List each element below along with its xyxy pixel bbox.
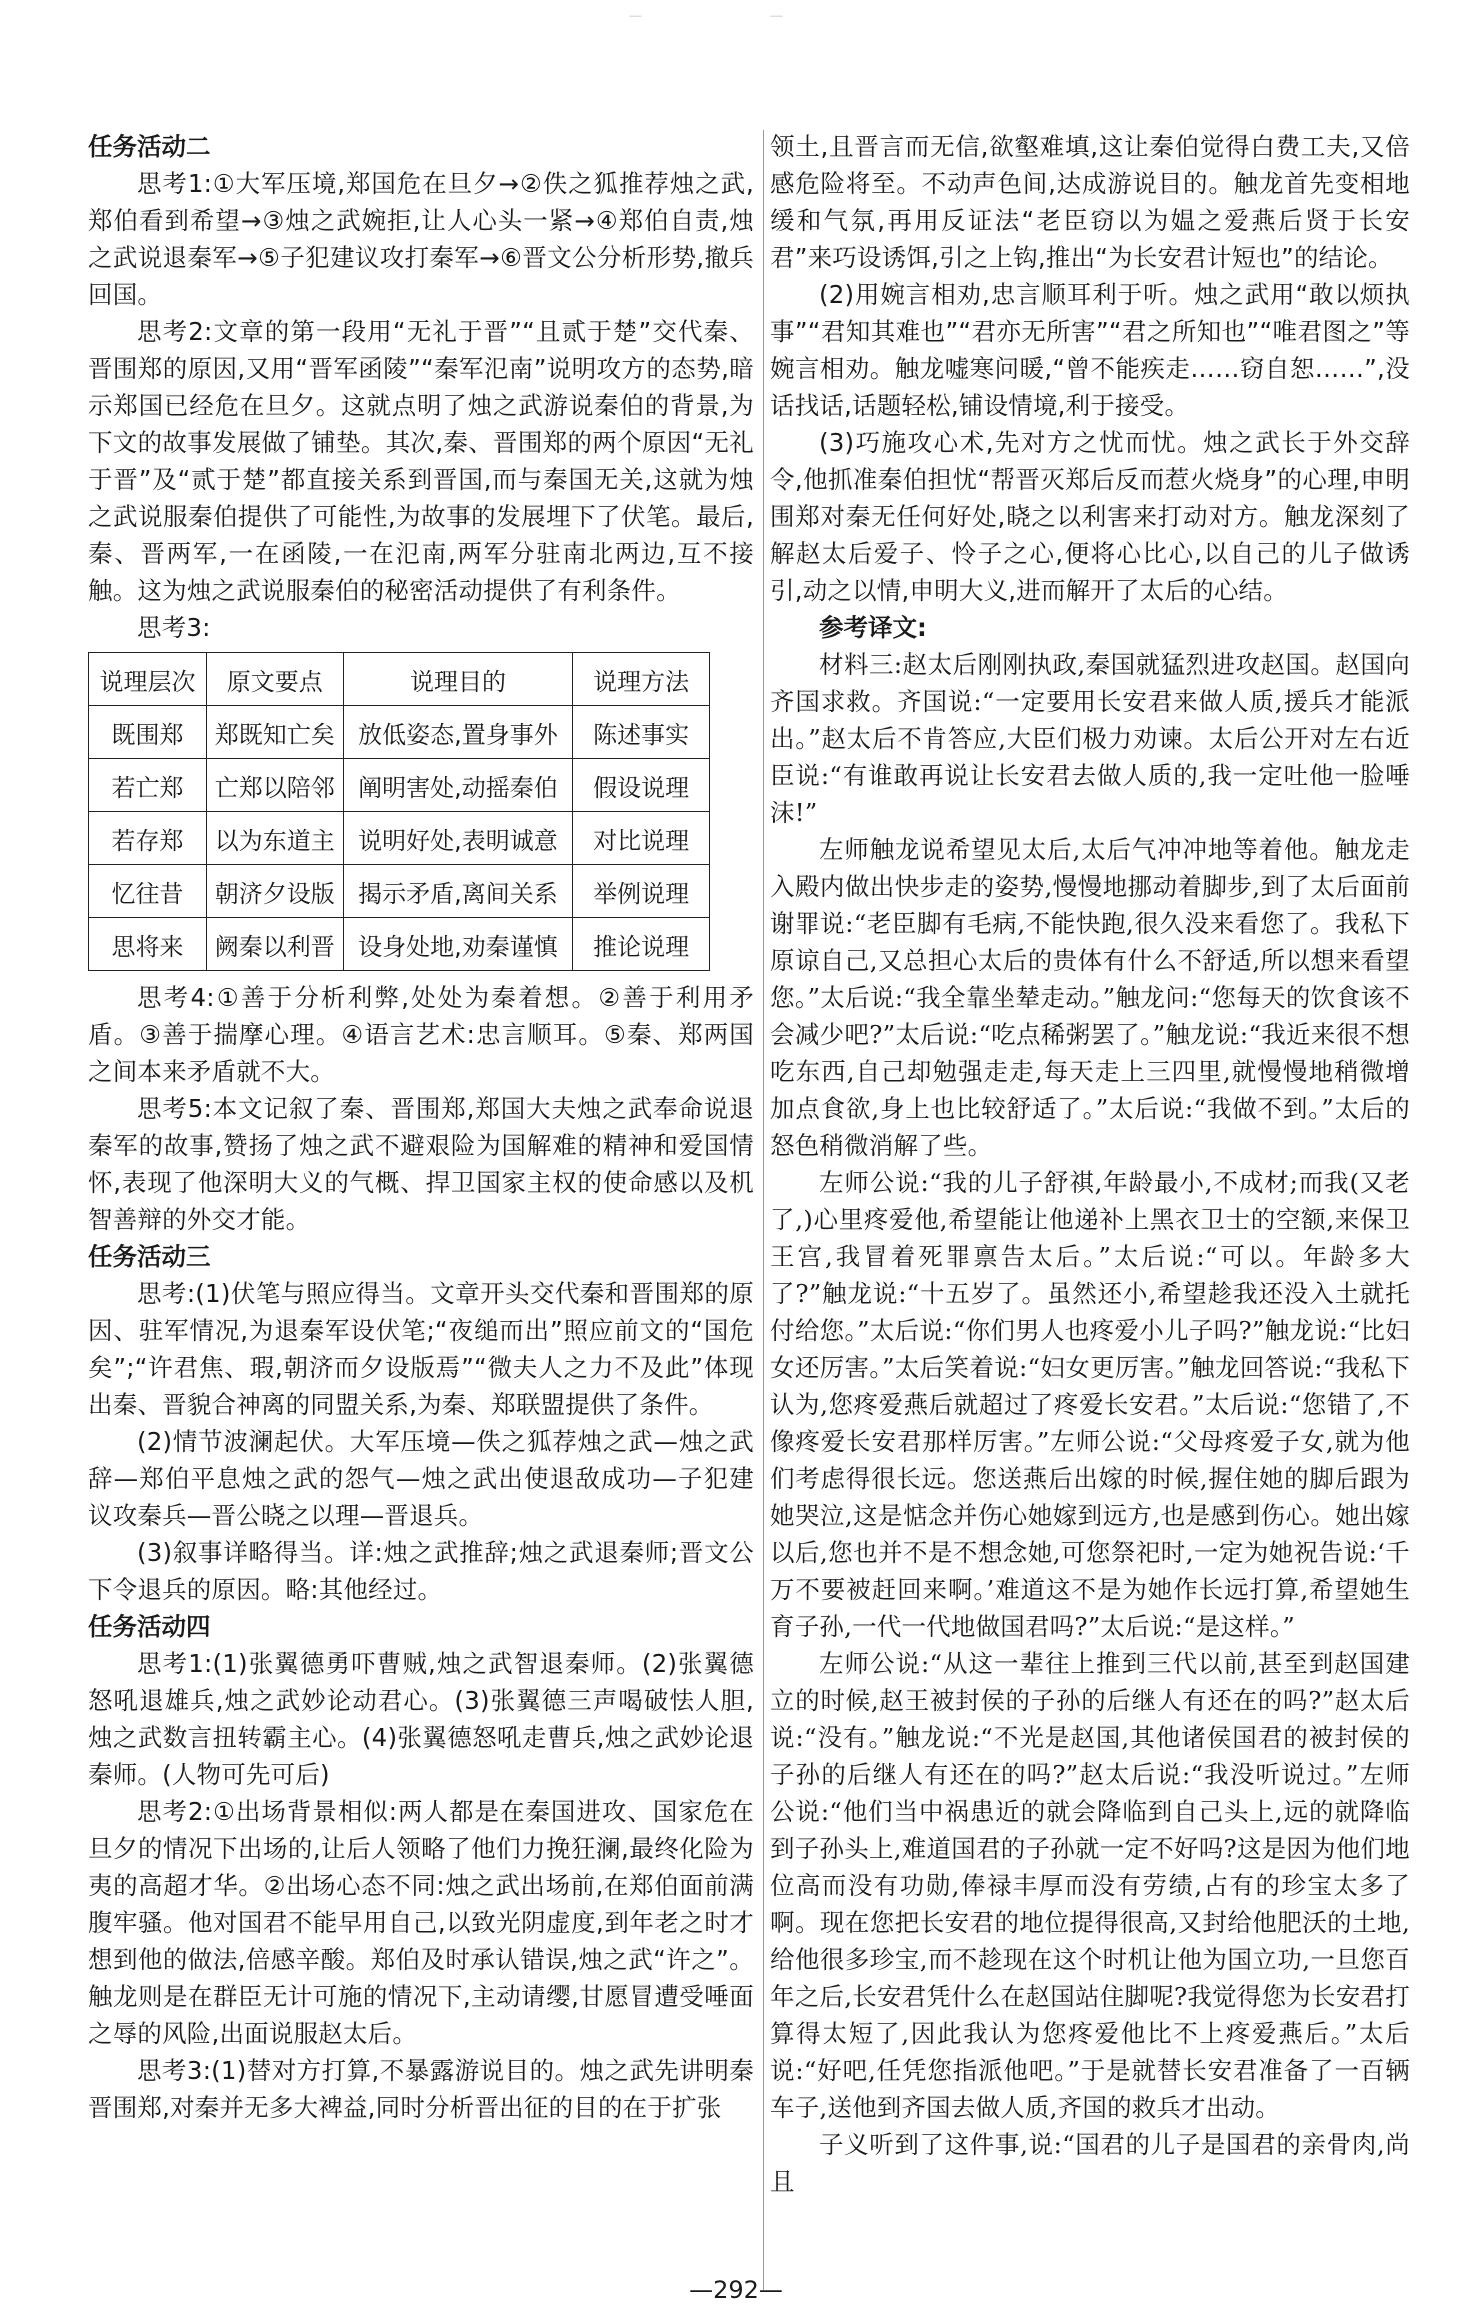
left-column xyxy=(88,128,754,2126)
top-marks: － － xyxy=(627,7,845,26)
translation-paragraph: 左师触龙说希望见太后,太后气冲冲地等着他。触龙走入殿内做出快步走的姿势,慢慢地挪动着脚步,到了太后面前谢罪说:“老臣脚有毛病,不能快跑,很久没来看您了。我私下原谅自己,又总担心太后的贵体有什么不舒适,所以想来看望您。”太后说:“我全靠坐辇走动。”触龙问:“您每天的饮食该不会减少吧?”太后说:“吃点稀粥罢了。”触龙说:“我近来很不想吃东西,自己却勉强走走,每天走上三四里,就慢慢地稍微增加点食欲,身上也比较舒适了。”太后说:“我做不到。”太后的怒色稍微消解了些。 xyxy=(770,835,1410,1160)
table-cell: 阐明害处,动摇秦伯 xyxy=(343,759,573,812)
table-row xyxy=(89,759,710,812)
paragraph: 思考1:①大军压境,郑国危在旦夕→②佚之狐推荐烛之武,郑伯看到希望→③烛之武婉拒,让人心头一紧→④郑伯自责,烛之武说退秦军→⑤子犯建议攻打秦军→⑥晋文公分析形势,撤兵回国。 xyxy=(88,169,754,309)
table-cell: 对比说理 xyxy=(573,812,710,865)
translation-heading: 参考译文: xyxy=(819,613,927,642)
table-row xyxy=(89,706,710,759)
translation-paragraph: 材料三:赵太后刚刚执政,秦国就猛烈进攻赵国。赵国向齐国求救。齐国说:“一定要用长安君来做人质,援兵才能派出。”赵太后不肯答应,大臣们极力劝谏。太后公开对左右近臣说:“有谁敢再说让长安君去做人质的,我一定吐他一脸唾沫!” xyxy=(770,650,1410,827)
table-cell: 放低姿态,置身事外 xyxy=(343,706,573,759)
reasoning-table xyxy=(88,652,710,971)
table-cell: 若亡郑 xyxy=(89,759,207,812)
paragraph: 思考2:文章的第一段用“无礼于晋”“且贰于楚”交代秦、晋围郑的原因,又用“晋军函陵”“秦军氾南”说明攻方的态势,暗示郑国已经危在旦夕。这就点明了烛之武游说秦伯的背景,为下文的故事发展做了铺垫。其次,秦、晋围郑的两个原因“无礼于晋”及“贰于楚”都直接关系到晋国,而与秦国无关,这就为烛之武说服秦伯提供了可能性,为故事的发展埋下了伏笔。最后,秦、晋两军,一在函陵,一在氾南,两军分驻南北两边,互不接触。这为烛之武说服秦伯的秘密活动提供了有利条件。 xyxy=(88,317,754,605)
table-cell: 阙秦以利晋 xyxy=(206,918,343,971)
table-cell: 假设说理 xyxy=(573,759,710,812)
section-heading-activity-3: 任务活动三 xyxy=(88,1242,211,1271)
paragraph: (3)叙事详略得当。详:烛之武推辞;烛之武退秦师;晋文公下令退兵的原因。略:其他经过。 xyxy=(88,1538,754,1604)
paragraph: 思考4:①善于分析利弊,处处为秦着想。②善于利用矛盾。③善于揣摩心理。④语言艺术:忠言顺耳。⑤秦、郑两国之间本来矛盾就不大。 xyxy=(88,983,754,1086)
paragraph: (2)情节波澜起伏。大军压境—佚之狐荐烛之武—烛之武辞—郑伯平息烛之武的怨气—烛之武出使退敌成功—子犯建议攻秦兵—晋公晓之以理—晋退兵。 xyxy=(88,1427,754,1530)
table-header-cell: 说理目的 xyxy=(343,653,573,706)
paragraph: (2)用婉言相劝,忠言顺耳利于听。烛之武用“敢以烦执事”“君知其难也”“君亦无所害”“君之所知也”“唯君图之”等婉言相劝。触龙嘘寒问暖,“曾不能疾走……窃自恕……”,没话找话,话题轻松,铺设情境,利于接受。 xyxy=(770,280,1410,420)
translation-paragraph: 左师公说:“从这一辈往上推到三代以前,甚至到赵国建立的时候,赵王被封侯的子孙的后继人有还在的吗?”赵太后说:“没有。”触龙说:“不光是赵国,其他诸侯国君的被封侯的子孙的后继人有还在的吗?”赵太后说:“我没听说过。”左师公说:“他们当中祸患近的就会降临到自己头上,远的就降临到子孙头上,难道国君的子孙就一定不好吗?这是因为他们地位高而没有功勋,俸禄丰厚而没有劳绩,占有的珍宝太多了啊。现在您把长安君的地位提得很高,又封给他肥沃的土地,给他很多珍宝,而不趁现在这个时机让他为国立功,一旦您百年之后,长安君凭什么在赵国站住脚呢?我觉得您为长安君打算得太短了,因此我认为您疼爱他比不上疼爱燕后。”太后说:“好吧,任凭您指派他吧。”于是就替长安君准备了一百辆车子,送他到齐国去做人质,齐国的救兵才出动。 xyxy=(770,1649,1410,2122)
table-cell: 以为东道主 xyxy=(206,812,343,865)
table-cell: 思将来 xyxy=(89,918,207,971)
paragraph: 思考3: xyxy=(137,613,211,642)
table-row xyxy=(89,918,710,971)
section-heading-activity-2: 任务活动二 xyxy=(88,132,211,161)
section-heading-activity-4: 任务活动四 xyxy=(88,1612,211,1641)
paragraph: (3)巧施攻心术,先对方之忧而忧。烛之武长于外交辞令,他抓准秦伯担忧“帮晋灭郑后反而惹火烧身”的心理,申明围郑对秦无任何好处,晓之以利害来打动对方。触龙深刻了解赵太后爱子、怜子之心,便将心比心,以自己的儿子做诱引,动之以情,申明大义,进而解开了太后的心结。 xyxy=(770,428,1410,605)
paragraph: 思考2:①出场背景相似:两人都是在秦国进攻、国家危在旦夕的情况下出场的,让后人领略了他们力挽狂澜,最终化险为夷的高超才华。②出场心态不同:烛之武出场前,在郑伯面前满腹牢骚。他对国君不能早用自己,以致光阴虚度,到年老之时才想到他的做法,倍感辛酸。郑伯及时承认错误,烛之武“许之”。触龙则是在群臣无计可施的情况下,主动请缨,甘愿冒遭受唾面之辱的风险,出面说服赵太后。 xyxy=(88,1797,754,2048)
table-cell: 说明好处,表明诚意 xyxy=(343,812,573,865)
table-cell: 陈述事实 xyxy=(573,706,710,759)
page-number: —292— xyxy=(689,2276,783,2304)
paragraph: 思考1:(1)张翼德勇吓曹贼,烛之武智退秦师。(2)张翼德怒吼退雄兵,烛之武妙论动君心。(3)张翼德三声喝破怯人胆,烛之武数言扭转霸主心。(4)张翼德怒吼走曹兵,烛之武妙论退秦师。(人物可先可后) xyxy=(88,1649,754,1789)
column-divider xyxy=(763,130,764,2290)
table-row xyxy=(89,865,710,918)
paragraph: 思考5:本文记叙了秦、晋围郑,郑国大夫烛之武奉命说退秦军的故事,赞扬了烛之武不避艰险为国解难的精神和爱国情怀,表现了他深明大义的气概、捍卫国家主权的使命感以及机智善辩的外交才能。 xyxy=(88,1094,754,1234)
paragraph: 思考3:(1)替对方打算,不暴露游说目的。烛之武先讲明秦晋围郑,对秦并无多大裨益,同时分析晋出征的目的在于扩张 xyxy=(88,2056,754,2122)
paragraph: 思考:(1)伏笔与照应得当。文章开头交代秦和晋围郑的原因、驻军情况,为退秦军设伏笔;“夜缒而出”照应前文的“国危矣”;“许君焦、瑕,朝济而夕设版焉”“微夫人之力不及此”体现出秦、晋貌合神离的同盟关系,为秦、郑联盟提供了条件。 xyxy=(88,1279,754,1419)
table-header-cell: 原文要点 xyxy=(206,653,343,706)
table-cell: 朝济夕设版 xyxy=(206,865,343,918)
table-cell: 既围郑 xyxy=(89,706,207,759)
table-header-cell: 说理层次 xyxy=(89,653,207,706)
right-column xyxy=(770,128,1410,2200)
table-cell: 郑既知亡矣 xyxy=(206,706,343,759)
table-cell: 揭示矛盾,离间关系 xyxy=(343,865,573,918)
paragraph: 领土,且晋言而无信,欲壑难填,这让秦伯觉得白费工夫,又倍感危险将至。不动声色间,达成游说目的。触龙首先变相地缓和气氛,再用反证法“老臣窃以为媪之爱燕后贤于长安君”来巧设诱饵,引之上钩,推出“为长安君计短也”的结论。 xyxy=(770,132,1410,272)
translation-paragraph: 子义听到了这件事,说:“国君的儿子是国君的亲骨肉,尚且 xyxy=(770,2130,1410,2196)
table-cell: 亡郑以陪邻 xyxy=(206,759,343,812)
table-cell: 推论说理 xyxy=(573,918,710,971)
translation-paragraph: 左师公说:“我的儿子舒祺,年龄最小,不成材;而我(又老了,)心里疼爱他,希望能让他递补上黑衣卫士的空额,来保卫王宫,我冒着死罪禀告太后。”太后说:“可以。年龄多大了?”触龙说:“十五岁了。虽然还小,希望趁我还没入土就托付给您。”太后说:“你们男人也疼爱小儿子吗?”触龙说:“比妇女还厉害。”太后笑着说:“妇女更厉害。”触龙回答说:“我私下认为,您疼爱燕后就超过了疼爱长安君。”太后说:“您错了,不像疼爱长安君那样厉害。”左师公说:“父母疼爱子女,就为他们考虑得很长远。您送燕后出嫁的时候,握住她的脚后跟为她哭泣,这是惦念并伤心她嫁到远方,也是感到伤心。她出嫁以后,您也并不是不想念她,可您祭祀时,一定为她祝告说:‘千万不要被赶回来啊。’难道这不是为她作长远打算,希望她生育子孙,一代一代地做国君吗?”太后说:“是这样。” xyxy=(770,1168,1410,1641)
table-cell: 若存郑 xyxy=(89,812,207,865)
table-cell: 忆往昔 xyxy=(89,865,207,918)
table-header-cell: 说理方法 xyxy=(573,653,710,706)
table-header-row xyxy=(89,653,710,706)
table-cell: 举例说理 xyxy=(573,865,710,918)
table-cell: 设身处地,劝秦谨慎 xyxy=(343,918,573,971)
table-row xyxy=(89,812,710,865)
